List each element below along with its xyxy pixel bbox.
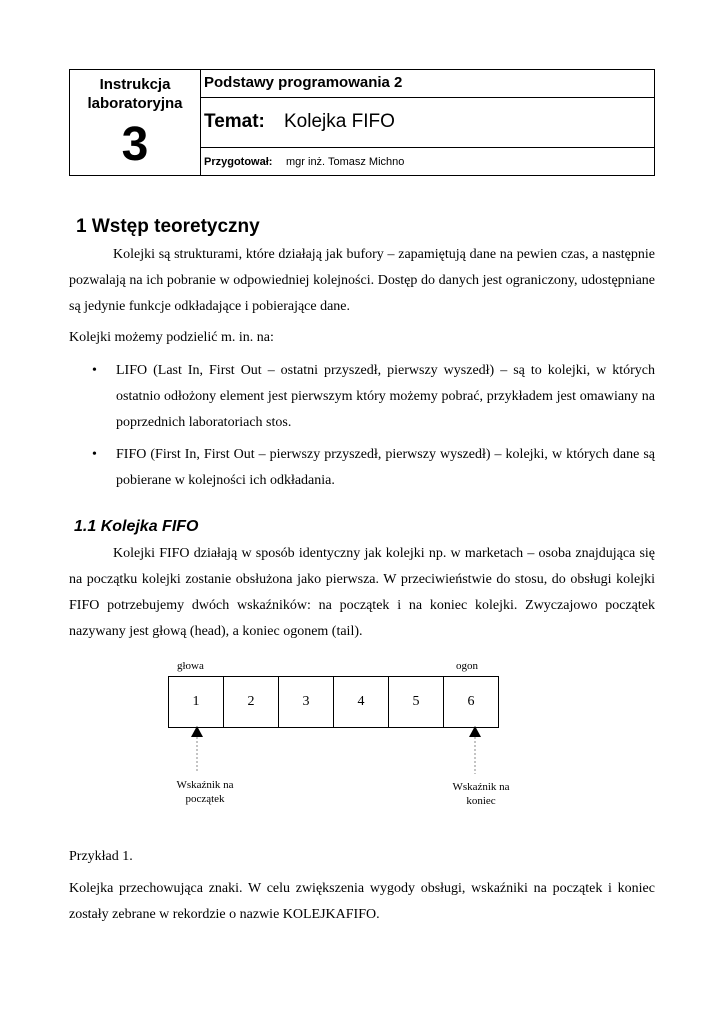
start-pointer-caption-line1: Wskaźnik na	[176, 779, 234, 791]
author-row	[201, 148, 654, 175]
queue-cell: 2	[224, 677, 279, 727]
topic-value: Kolejka FIFO	[284, 111, 395, 132]
example-paragraph: Kolejka przechowująca znaki. W celu zwiększenia wygody obsługi, wskaźniki na początek i koniec zostały zebrane w rekordzie o nazwie KOLEJKAFIFO.	[69, 881, 655, 922]
author-value: mgr inż. Tomasz Michno	[286, 156, 405, 168]
bullet-icon: •	[92, 447, 97, 462]
instruction-label-line1: Instrukcja	[99, 76, 171, 93]
header-table	[69, 69, 655, 176]
division-paragraph: Kolejki możemy podzielić m. in. na:	[69, 330, 274, 345]
start-arrow-head-icon	[191, 726, 203, 737]
queue-cell: 1	[169, 677, 224, 727]
start-pointer-caption-line2: początek	[185, 793, 225, 805]
topic-row	[201, 98, 654, 148]
example-title: Przykład 1.	[69, 849, 133, 864]
tail-label: ogon	[456, 660, 478, 672]
instruction-cell	[70, 70, 201, 175]
start-pointer-caption	[155, 778, 255, 806]
course-row	[201, 70, 654, 98]
queue-cell: 4	[334, 677, 389, 727]
end-pointer-caption-line2: koniec	[466, 795, 496, 807]
bullet-icon: •	[92, 363, 97, 378]
section-heading: 1 Wstęp teoretyczny	[76, 216, 260, 237]
topic-label: Temat:	[204, 111, 265, 132]
bullet-text: LIFO (Last In, First Out – ostatni przyszedł, pierwszy wyszedł) – są to kolejki, w których ostatnio odłożony element jest pierwszym który możemy pobrać, przykładem jest omawiany na poprzednich laboratoriach stos.	[116, 363, 655, 430]
author-label: Przygotował:	[204, 156, 273, 168]
head-label: głowa	[177, 660, 204, 672]
intro-paragraph: Kolejki są strukturami, które działają jak bufory – zapamiętują dane na pewien czas, a następnie pozwalają na ich pobranie w odpowiedniej kolejności. Dostęp do danych jest ograniczony, udostępniane są jedynie funkcje odkładające i pobierające dane.	[69, 247, 655, 314]
queue-cell: 5	[389, 677, 444, 727]
queue-cells	[168, 676, 499, 728]
instruction-label-line2: laboratoryjna	[87, 95, 183, 112]
instruction-number: 3	[121, 118, 149, 171]
fifo-paragraph: Kolejki FIFO działają w sposób identyczny jak kolejki np. w marketach – osoba znajdująca się na początku kolejki zostanie obsłużona jako pierwsza. W przeciwieństwie do stosu, do obsługi kolejki FIFO potrzebujemy dwóch wskaźników: na początek i na koniec kolejki. Zwyczajowo początek nazywany jest głową (head), a koniec ogonem (tail).	[69, 546, 655, 639]
queue-cell: 3	[279, 677, 334, 727]
subsection-heading: 1.1 Kolejka FIFO	[74, 518, 199, 535]
end-arrow-head-icon	[469, 726, 481, 737]
end-pointer-caption-line1: Wskaźnik na	[452, 781, 510, 793]
end-pointer-caption	[431, 780, 531, 808]
course-title: Podstawy programowania 2	[204, 74, 403, 91]
bullet-text: FIFO (First In, First Out – pierwszy przyszedł, pierwszy wyszedł) – kolejki, w których dane są pobierane w kolejności ich odkładania.	[116, 447, 655, 488]
queue-cell: 6	[444, 677, 499, 727]
